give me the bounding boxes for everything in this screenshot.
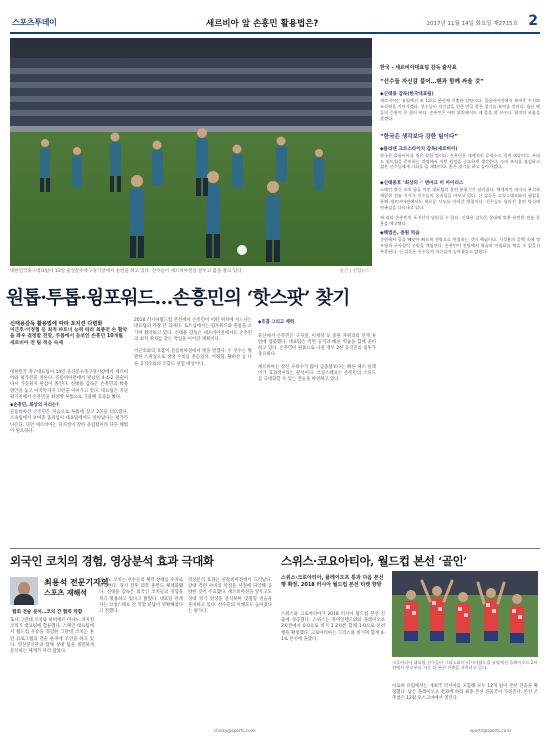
- photo-credit: 울산 | 연합뉴스: [339, 269, 370, 274]
- main-body-text-1b: 콜롬비아전 손흥민은 처음으로 투톱에 섰고 2골을 터뜨렸다. 소속팀에서 보여준 움직임이 대표팀에서도 살아났다는 평가가 나온다. 다만 세르비아는 피지컬이 강한 유럽팀이라 다른 해법이 필요하다.: [10, 410, 128, 434]
- right-title-2: “한국은 생각보다 강한 팀이다”: [380, 133, 459, 140]
- columnist-role: 스포츠 재해석: [44, 589, 88, 597]
- bottom-left-column-3: [188, 578, 272, 615]
- right-text-b: 한국은 콜롬비아를 꺾은 강한 팀이다. 손흥민은 세계적인 공격수로 경계 대상이다. 우리도 월드컵을 준비하는 과정에서 이번 원정을 중요하게 생각한다. 수비 조직을 점검하고 젊은 선수들에게 기회를 줄 계획이다. 좋은 경기를 하고 돌아가겠다.: [380, 152, 540, 170]
- right-subhead-a: ◆신태용 감독(한국대표팀): [380, 92, 434, 97]
- right-title-1: “선수들 자신감 붙어…팬과 함께 싸울 것”: [380, 79, 484, 85]
- right-text-a: 세르비아는 유럽예선 조 1위로 본선에 진출한 강팀이다. 콜롬비아전에서 보여준 투지와 조직력을 이어가겠다. 선수들이 자신감을 얻은 만큼 좋은 경기를 보여줄 것이다. 울산 팬들의 응원이 큰 힘이 된다. 손흥민은 어떤 위치에서도 제 몫을 할 선수다. 최적의 조합을 찾겠다.: [380, 98, 540, 121]
- main-headline: 원톱·투톱·윙포워드…손흥민의 ‘핫스팟’ 찾기: [6, 288, 350, 309]
- columnist-avatar: [10, 577, 38, 605]
- right-kicker: 한국 - 세르비아대표팀 감독 출사표: [380, 65, 457, 71]
- page-title: 세르비아 앞 손흥민 활용법은?: [206, 19, 319, 29]
- main-body-column-3: [258, 312, 376, 383]
- bottom-right-column-1: [281, 612, 385, 643]
- main-body-column-1: [10, 370, 128, 435]
- training-photo-illustration: [10, 38, 372, 266]
- issue-meta: 2017년 11월 14일 화요일 제2715호: [426, 21, 518, 27]
- bottom-right-text-2: 이로써 유럽에서는 개최국 러시아를 포함해 모두 12개 팀이 본선 진출을 확정했다. 남은 플레이오프 결과에 따라 최종 본선 진출국이 가려진다. 본선 조추첨은 12월 모스크바에서 열린다.: [392, 684, 538, 702]
- bottom-right-headline: 스위스·코요아티아, 월드컵 본선 ‘골인’: [281, 554, 467, 568]
- main-body-text-4: 에 따라 손흥민의 포지션이 달라질 수 있다. 신태용 감독은 상대에 맞춘 유연한 전술 운용을 예고했다.: [380, 214, 540, 226]
- main-photo: [10, 38, 372, 266]
- bottom-left-subhead: 협회 전술 분석…코치 간 협력 역할: [12, 610, 83, 615]
- page-number: 2: [528, 13, 538, 29]
- main-body-text-4b: 중원에서 공을 빼앗아 빠르게 전방으로 연결하는 것이 핵심이다. 기성용의 공백 속에 정우영과 구자철이 중원을 책임진다. 손흥민이 전방에서 역습의 마침표를 찍을 수 있을지 주목된다. 신 감독은 선수들의 자신감이 높아졌다고 밝혔다.: [380, 236, 540, 254]
- columnist-name: 최용석 전문기자의: [44, 578, 109, 587]
- bottom-left-signature: choisy@sports.co.kr: [214, 728, 257, 733]
- photo-caption: 대한민국축구대표팀이 13일 울산문수축구경기장에서 훈련을 하고 있다. 선수들이 세르비아전을 앞두고 몸을 풀고 있다.: [10, 269, 243, 274]
- avatar-body: [14, 594, 34, 605]
- main-body-text-2: 2018 러시아월드컵 본선에서 손흥민이 어떤 위치에 서느냐는 대표팀의 가장 큰 과제다. 토트넘에서는 윙포워드와 원톱을 오가며 활약하고 있다. 신태용 감독은 세르비아전에서도 손흥민의 최적 위치를 찾는 작업을 이어갈 계획이다. 이근호와의 호흡이 콜롬비아전에서 빛을 발했다. 두 선수는 활발한 스위칭으로 상대 수비를 흔들었다. 이정협, 황희찬 등 다른 공격수와의 조합도 실험 대상이다.: [134, 318, 252, 367]
- section-divider: [10, 548, 540, 549]
- main-subhead-2: ◆호흡 그리고 체력: [258, 320, 295, 326]
- main-subhead-1: ◆손흥민, 최상의 자리는?: [10, 403, 59, 409]
- right-column: [380, 38, 540, 558]
- croatia-celebration-illustration: [392, 571, 538, 657]
- bottom-right-signature: sports@sports.co.kr: [470, 728, 512, 733]
- bottom-right-photo: [392, 571, 538, 657]
- right-subhead-b: ◆믈라덴 크르스타이치 감독(세르비아): [380, 146, 458, 152]
- main-body-column-2: [134, 312, 252, 368]
- bottom-left-text-1: 토니 그란데 코치와 하비에르 미냐노 피지컬 코치가 대표팀에 합류했다. 스페인 대표팀에서 월드컵 우승을 경험한 그란데 코치는 훈련 프로그램과 전술 운영에 조언을 하고 있다. 영상분석관과 함께 상대 팀을 세밀하게 분석하는 체계가 자리 잡았다.: [10, 618, 94, 655]
- bottom-right-column-2: [392, 684, 538, 703]
- main-byline: 신태용감독 활용법에 따라 포지션 다변화: [10, 321, 103, 327]
- right-text-c: 스페인 출신 코치 합류 이후 대표팀의 훈련 분위기가 달라졌다. 체계적인 데이터 분석과 세밀한 전술 지시가 선수들의 움직임을 바꾸고 있다. 신 감독은 코칭스태프와의 협업을 통해 세르비아전에서도 새로운 시도를 이어갈 방침이다. 선수들도 달라진 훈련 방식에 만족감을 나타내고 있다.: [380, 187, 540, 211]
- main-body-text-3: 울산에서 손흥민은 구자철, 이재성 등 중원 자원과의 연계 훈련에 집중했다. 대표팀은 측면 공격과 빠른 역습을 함께 준비하고 있다. 손흥민이 원톱으로 나설 경우 2선 공격진의 침투가 중요하다. 세르비아는 장신 수비수가 많아 공중볼보다는 빠른 패스 플레이가 효과적이라는 분석이다. 코칭스태프는 손흥민의 스피드를 극대화할 수 있는 전술을 마련하고 있다.: [258, 333, 376, 383]
- bottom-left-column-2: [99, 578, 183, 615]
- main-subhead-3: ◆해법은, 중원 역습: [380, 230, 420, 236]
- main-lede: 이근호·이정협 등 최적 파트너 능력 따라 최종전 손 활약을 좌우 결정할 전망, 투톱에서 돋보인 손흥민 10개월 세르비아 전 팀 적응 숙제: [10, 328, 128, 346]
- bottom-left-text-3: 영상분석 효과는 콜롬비아전에서 드러났다. 상대 측면 수비의 약점을 사전에 파악해 공략한 것이 주효했다. 세르비아전을 앞두고도 상대 경기 영상을 분석하며 맞춤형 전술을 준비하고 있다. 선수들의 이해도도 높아졌다는 평가다.: [188, 578, 272, 615]
- brand-logo: 스포츠투데이: [12, 18, 57, 27]
- bottom-left-column-1: [10, 618, 94, 655]
- bottom-right-text-1: 스위스와 크로아티아가 2018 러시아 월드컵 본선 진출에 성공했다. 스위스는 북아일랜드와의 플레이오프 2차전에서 0-0으로 비겨 1·2차전 합계 1-0으로 본선행을 확정했다. 크로아티아는 그리스와 비기며 합계 4-1로 본선에 올랐다.: [281, 612, 385, 642]
- bottom-right-photo-caption: 크로아티아 대표팀 선수들이 그리스와의 러시아월드컵 유럽예선 플레이오프 2차전에서 무승부를 거둔 뒤 본선 진출을 자축하고 있다.: [392, 660, 538, 671]
- bottom-left-text-2: 미냐노 코치는 선수들의 체력 상태를 수치로 관리한다. 경기 전후 회복 훈련도 체계화됐다. 신태용 감독은 외국인 코치들의 경험을 적극 활용하고 있다고 밝혔다. 대표팀 관계자는 코칭스태프 간 역할 분담이 명확해졌다고 전했다.: [99, 578, 183, 615]
- bottom-right-deck: 스위스·크로아티아, 플레이오프 통과 다음 본선행 확정. 2018 러시아 월드컵 본선 티켓 향방: [281, 575, 384, 588]
- bottom-left-headline: 외국인 코치의 경험, 영상분석 효과 극대화: [10, 554, 214, 568]
- main-body-text-1: 대한민국 축구대표팀이 14일 울산문수축구경기장에서 세르비아와 평가전을 치른다. 콜롬비아전에서 빛났던 4-4-2 전술이 다시 가동될지 관심이 쏠린다. 신태용 감독은 손흥민의 활용 방안을 놓고 마지막까지 고민을 이어가고 있다. 대표팀은 지난 평가전에서 손흥민을 최전방 투톱으로 기용해 효과를 봤다.: [10, 370, 128, 400]
- right-subhead-c: ◆신태용호 ‘최상의 ·’ 덴마크 미 아이리스: [380, 181, 464, 187]
- page-header: [10, 8, 540, 34]
